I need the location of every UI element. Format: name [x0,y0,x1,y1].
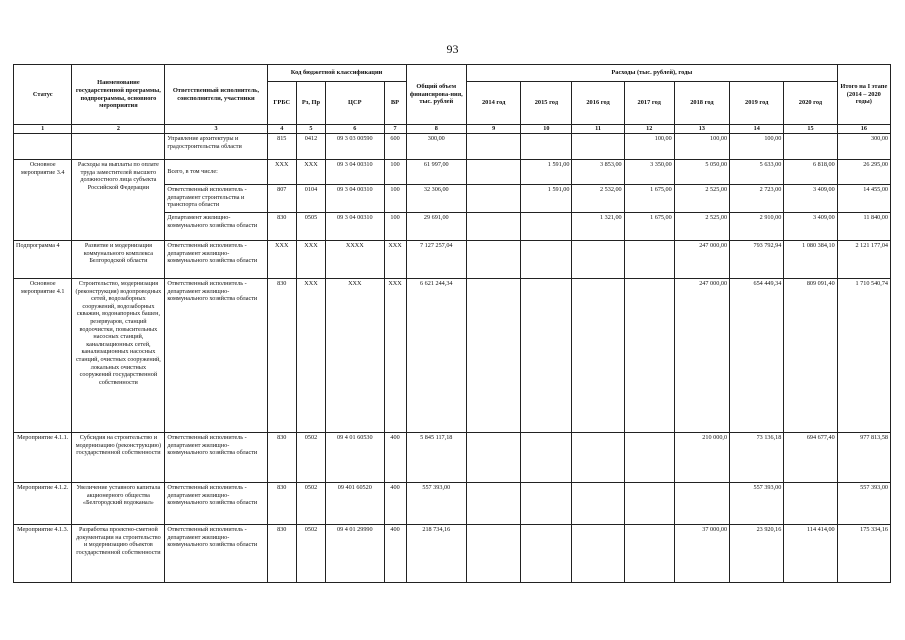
grbs-cell: 815 [267,134,296,160]
column-number: 1 [14,125,72,134]
vr-cell: 100 [384,160,406,185]
rzpr-cell: 0505 [296,213,325,241]
page-number: 93 [446,42,459,56]
year-2014-cell [467,525,521,583]
year-2019-cell: 5 633,00 [730,160,784,185]
csr-cell: 09 4 01 60530 [326,433,384,483]
vr-cell: 400 [384,525,406,583]
year-2020-cell: 694 677,40 [784,433,837,483]
header-responsible: Ответственный исполнитель, соисполнители, участники [165,65,267,125]
column-number: 16 [837,125,890,134]
header-year-2019: 2019 год [730,82,784,125]
stage-total-cell: 977 813,58 [837,433,890,483]
year-2015-cell [521,241,572,279]
status-cell: Мероприятие 4.1.1. [14,433,72,483]
year-2016-cell [572,134,624,160]
year-2017-cell: 1 675,00 [624,213,674,241]
name-cell: Увеличение уставного капитала акционерного общества «Белгородский водоканал» [72,483,165,525]
year-2016-cell [572,241,624,279]
csr-cell: 09 3 03 00590 [326,134,384,160]
rzpr-cell: 0502 [296,525,325,583]
header-status: Статус [14,65,72,125]
total-cell: 557 393,00 [406,483,467,525]
stage-total-cell: 11 840,00 [837,213,890,241]
header-rzpr: Рз, Пр [296,82,325,125]
responsible-cell: Ответственный исполнитель - департамент строительства и транспорта области [165,185,267,213]
year-2014-cell [467,185,521,213]
year-2018-cell: 210 000,0 [674,433,729,483]
vr-cell: ХХХ [384,241,406,279]
grbs-cell: 807 [267,185,296,213]
year-2020-cell [784,134,837,160]
year-2014-cell [467,433,521,483]
header-year-2016: 2016 год [572,82,624,125]
year-2017-cell [624,433,674,483]
responsible-cell: Ответственный исполнитель - департамент жилищно-коммунального хозяйства области [165,241,267,279]
year-2018-cell: 5 050,00 [674,160,729,185]
year-2015-cell [521,213,572,241]
column-number: 15 [784,125,837,134]
year-2015-cell [521,525,572,583]
year-2018-cell: 2 525,00 [674,185,729,213]
grbs-cell: 830 [267,525,296,583]
year-2016-cell [572,525,624,583]
header-expenses-group: Расходы (тыс. рублей), годы [467,65,838,82]
rzpr-cell: 0412 [296,134,325,160]
year-2019-cell: 73 136,18 [730,433,784,483]
year-2019-cell: 100,00 [730,134,784,160]
grbs-cell: 830 [267,213,296,241]
csr-cell: ХХХ [326,279,384,433]
responsible-cell: Департамент жилищно-коммунального хозяйства области [165,213,267,241]
name-cell: Строительство, модернизация (реконструкция) водопроводных сетей, водозаборных сооружений, водозаборных скважин, водонапорных башен, резервуаров, станций водоочистки, повысительных насосных станций, канализационных сетей, канализационных насосных станций, очистных сооружений, локальных очистных сооружений государственной собственности [72,279,165,433]
status-cell: Основное мероприятие 4.1 [14,279,72,433]
total-cell: 29 691,00 [406,213,467,241]
year-2016-cell [572,483,624,525]
year-2020-cell: 3 409,00 [784,213,837,241]
year-2018-cell: 2 525,00 [674,213,729,241]
stage-total-cell: 14 455,00 [837,185,890,213]
year-2014-cell [467,213,521,241]
year-2014-cell [467,160,521,185]
year-2019-cell: 2 910,00 [730,213,784,241]
column-number: 13 [674,125,729,134]
rzpr-cell: ХХХ [296,160,325,185]
column-number: 4 [267,125,296,134]
year-2020-cell: 114 414,00 [784,525,837,583]
responsible-cell: Всего, в том числе: [165,160,267,185]
year-2019-cell: 23 920,16 [730,525,784,583]
header-vr: ВР [384,82,406,125]
year-2015-cell: 1 591,00 [521,185,572,213]
header-year-2015: 2015 год [521,82,572,125]
total-cell: 61 997,00 [406,160,467,185]
year-2018-cell: 100,00 [674,134,729,160]
grbs-cell: 830 [267,279,296,433]
header-year-2020: 2020 год [784,82,837,125]
header-year-2017: 2017 год [624,82,674,125]
csr-cell: 09 3 04 00310 [326,185,384,213]
stage-total-cell: 26 295,00 [837,160,890,185]
header-total-volume: Общий объем финансирова-ния, тыс. рублей [406,65,467,125]
column-number: 11 [572,125,624,134]
year-2015-cell: 1 591,00 [521,160,572,185]
column-number: 2 [72,125,165,134]
column-number: 12 [624,125,674,134]
table-row [14,433,891,483]
header-stage-total: Итого на I этапе (2014 – 2020 годы) [837,65,890,125]
name-cell: Развитие и модернизация коммунального комплекса Белгородской области [72,241,165,279]
grbs-cell: ХХХ [267,160,296,185]
year-2017-cell: 3 350,00 [624,160,674,185]
responsible-cell: Ответственный исполнитель - департамент жилищно-коммунального хозяйства области [165,279,267,433]
stage-total-cell: 1 710 540,74 [837,279,890,433]
rzpr-cell: 0502 [296,483,325,525]
vr-cell: 100 [384,185,406,213]
column-number: 9 [467,125,521,134]
total-cell: 300,00 [406,134,467,160]
header-row-1 [14,65,891,82]
status-cell: Мероприятие 4.1.3. [14,525,72,583]
vr-cell: 100 [384,213,406,241]
year-2015-cell [521,134,572,160]
budget-table [13,64,891,583]
name-cell: Расходы на выплаты по оплате труда заместителей высшего должностного лица субъекта Российской Федерации [72,160,165,241]
total-cell: 218 734,16 [406,525,467,583]
year-2015-cell [521,483,572,525]
table-row [14,160,891,185]
csr-cell: 09 3 04 00310 [326,213,384,241]
name-cell: Субсидия на строительство и модернизацию (реконструкцию) государственной собственности [72,433,165,483]
grbs-cell: 830 [267,483,296,525]
total-cell: 7 127 257,04 [406,241,467,279]
year-2018-cell: 37 000,00 [674,525,729,583]
year-2020-cell: 1 080 384,10 [784,241,837,279]
year-2017-cell [624,279,674,433]
year-2017-cell [624,483,674,525]
year-2017-cell [624,241,674,279]
table-row [14,483,891,525]
rzpr-cell: ХХХ [296,241,325,279]
year-2020-cell [784,483,837,525]
stage-total-cell: 300,00 [837,134,890,160]
year-2014-cell [467,483,521,525]
rzpr-cell: 0104 [296,185,325,213]
header-name: Наименование государственной программы, подпрограммы, основного мероприятия [72,65,165,125]
year-2016-cell: 3 853,00 [572,160,624,185]
csr-cell: ХХХХ [326,241,384,279]
table-row [14,241,891,279]
column-number: 10 [521,125,572,134]
total-cell: 5 845 117,18 [406,433,467,483]
table-row [14,525,891,583]
year-2014-cell [467,279,521,433]
vr-cell: 600 [384,134,406,160]
column-number: 7 [384,125,406,134]
grbs-cell: 830 [267,433,296,483]
year-2018-cell: 247 000,00 [674,241,729,279]
name-cell: Разработка проектно-сметной документации на строительство и модернизацию объектов государственной собственности [72,525,165,583]
year-2015-cell [521,433,572,483]
year-2016-cell: 1 321,00 [572,213,624,241]
column-number: 3 [165,125,267,134]
total-cell: 6 621 244,34 [406,279,467,433]
table-row [14,134,891,160]
header-year-2014: 2014 год [467,82,521,125]
year-2016-cell [572,279,624,433]
status-cell [14,134,72,160]
responsible-cell: Управление архитектуры и градостроительства области [165,134,267,160]
year-2017-cell: 1 675,00 [624,185,674,213]
header-grbs: ГРБС [267,82,296,125]
year-2018-cell: 247 000,00 [674,279,729,433]
vr-cell: 400 [384,483,406,525]
year-2020-cell: 3 409,00 [784,185,837,213]
csr-cell: 09 401 60520 [326,483,384,525]
year-2019-cell: 557 393,00 [730,483,784,525]
year-2020-cell: 809 091,40 [784,279,837,433]
year-2019-cell: 2 723,00 [730,185,784,213]
rzpr-cell: 0502 [296,433,325,483]
stage-total-cell: 557 393,00 [837,483,890,525]
year-2019-cell: 793 792,94 [730,241,784,279]
status-cell: Мероприятие 4.1.2. [14,483,72,525]
year-2018-cell [674,483,729,525]
responsible-cell: Ответственный исполнитель - департамент жилищно-коммунального хозяйства области [165,525,267,583]
header-bcc-group: Код бюджетной классификации [267,65,406,82]
column-number-row [14,125,891,134]
responsible-cell: Ответственный исполнитель - департамент жилищно-коммунального хозяйства области [165,483,267,525]
grbs-cell: ХХХ [267,241,296,279]
rzpr-cell: ХХХ [296,279,325,433]
header-year-2018: 2018 год [674,82,729,125]
year-2014-cell [467,241,521,279]
year-2016-cell: 2 532,00 [572,185,624,213]
name-cell [72,134,165,160]
stage-total-cell: 175 334,16 [837,525,890,583]
table-row [14,279,891,433]
year-2014-cell [467,134,521,160]
column-number: 8 [406,125,467,134]
year-2019-cell: 654 449,34 [730,279,784,433]
csr-cell: 09 3 04 00310 [326,160,384,185]
responsible-cell: Ответственный исполнитель - департамент жилищно-коммунального хозяйства области [165,433,267,483]
year-2015-cell [521,279,572,433]
vr-cell: ХХХ [384,279,406,433]
column-number: 5 [296,125,325,134]
stage-total-cell: 2 121 177,04 [837,241,890,279]
year-2017-cell [624,525,674,583]
total-cell: 32 306,00 [406,185,467,213]
header-csr: ЦСР [326,82,384,125]
csr-cell: 09 4 01 29990 [326,525,384,583]
year-2016-cell [572,433,624,483]
vr-cell: 400 [384,433,406,483]
year-2017-cell: 100,00 [624,134,674,160]
column-number: 6 [326,125,384,134]
status-cell: Основное мероприятие 3.4 [14,160,72,241]
year-2020-cell: 6 818,00 [784,160,837,185]
status-cell: Подпрограмма 4 [14,241,72,279]
column-number: 14 [730,125,784,134]
